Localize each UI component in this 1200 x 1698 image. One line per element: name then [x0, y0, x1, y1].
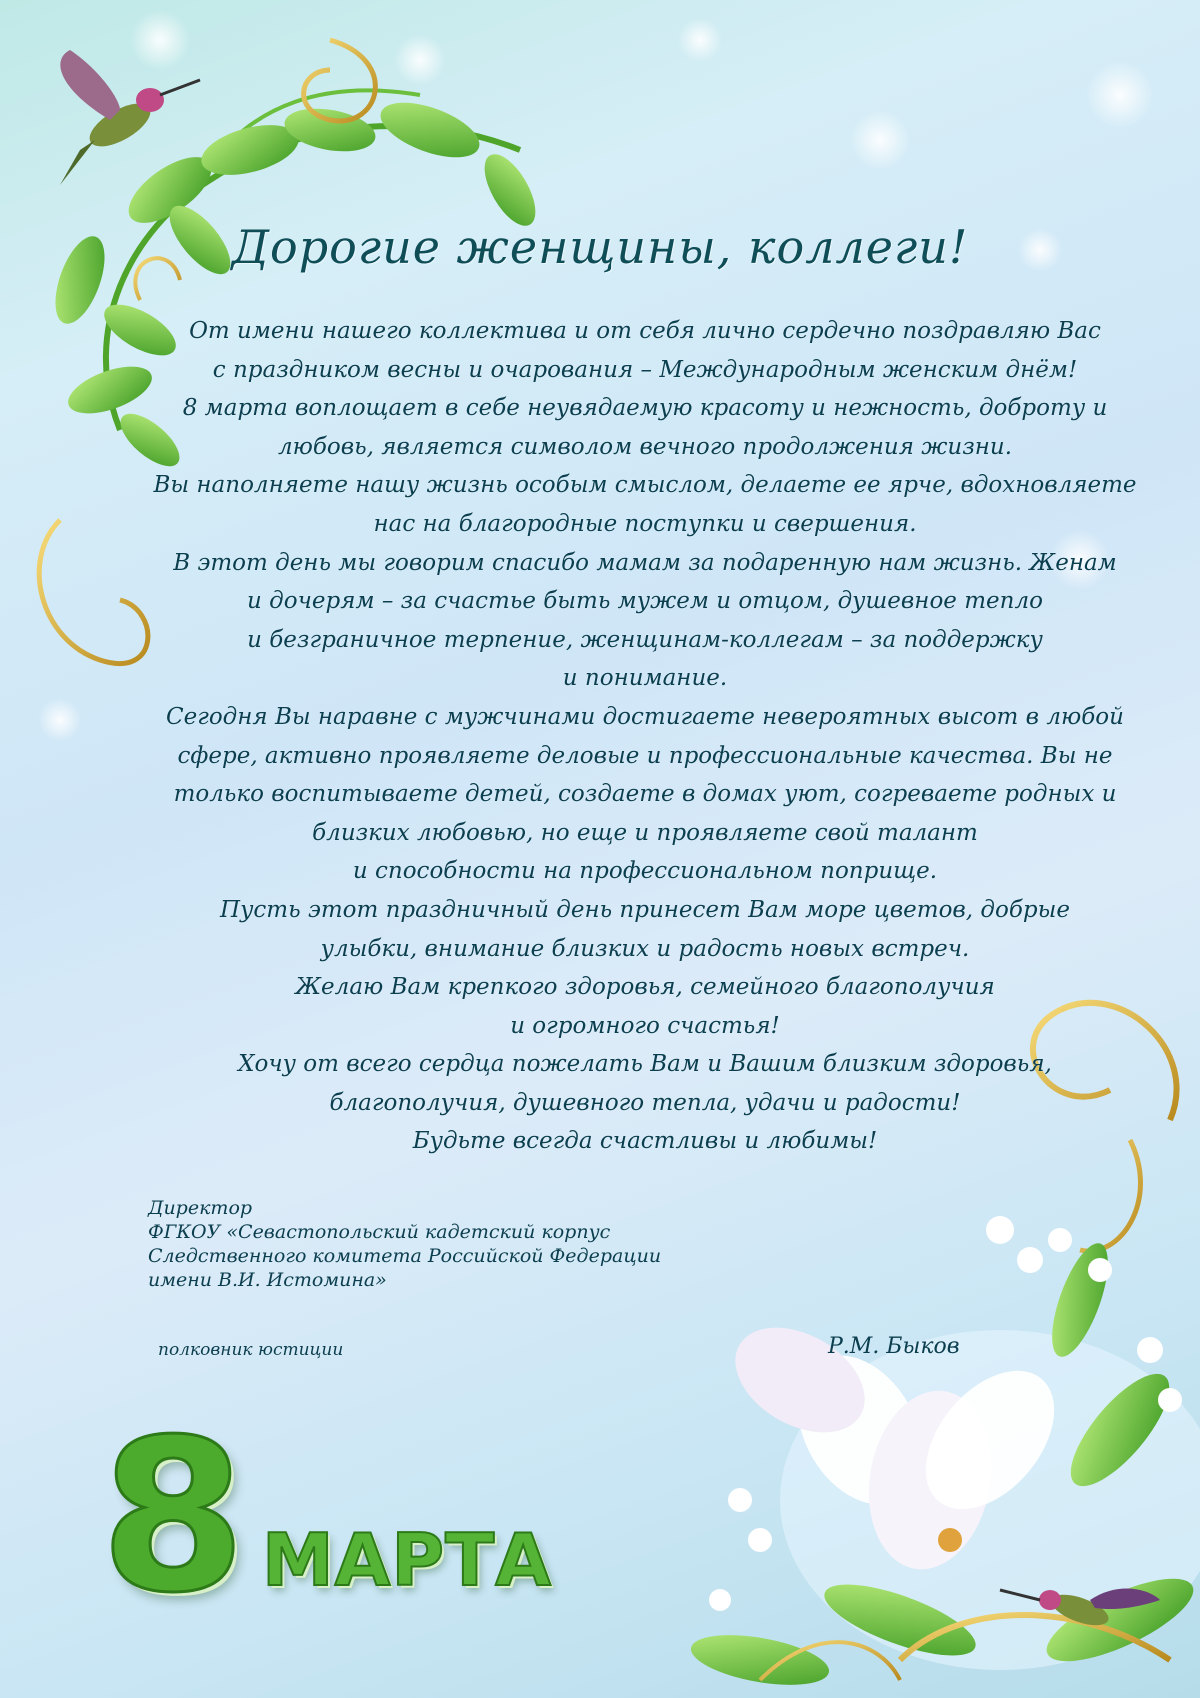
signature-line: Директор [148, 1197, 253, 1219]
body-line: любовь, является символом вечного продолжения жизни. [277, 433, 1013, 460]
greeting-body [150, 312, 1140, 1161]
signer-rank: полковник юстиции [158, 1340, 344, 1360]
emblem-word: МАРТА [262, 1518, 552, 1602]
body-line: От имени нашего коллектива и от себя лично сердечно поздравляю Вас [189, 318, 1101, 344]
body-line: улыбки, внимание близких и радость новых встреч. [320, 935, 970, 962]
body-line: и безграничное терпение, женщинам-коллегам – за поддержку [247, 626, 1043, 653]
page-title: Дорогие женщины, коллеги! [231, 220, 969, 274]
body-line: Хочу от всего сердца пожелать Вам и Вашим близким здоровья, [238, 1051, 1052, 1078]
body-line: Сегодня Вы наравне с мужчинами достигаете невероятных высот в любой [166, 703, 1124, 730]
signer-name: Р.М. Быков [828, 1334, 960, 1359]
body-line: Желаю Вам крепкого здоровья, семейного благополучия [295, 974, 995, 1001]
body-line: сфере, активно проявляете деловые и профессиональные качества. Вы не [177, 742, 1113, 769]
body-line: Будьте всегда счастливы и любимы! [412, 1128, 878, 1155]
signature-line: имени В.И. Истомина» [148, 1269, 387, 1291]
body-line: нас на благородные поступки и свершения. [373, 510, 917, 537]
body-line: благополучия, душевного тепла, удачи и радости! [329, 1089, 961, 1116]
body-line: В этот день мы говорим спасибо мамам за подаренную нам жизнь. Женам [173, 549, 1117, 576]
body-line: и понимание. [562, 665, 728, 692]
signature-line: ФГКОУ «Севастопольский кадетский корпус [148, 1221, 611, 1243]
body-line: с праздником весны и очарования – Международным женским днём! [212, 356, 1078, 383]
body-line: только воспитываете детей, создаете в домах уют, согреваете родных и [173, 781, 1117, 808]
signature-line: Следственного комитета Российской Федерации [148, 1245, 662, 1267]
body-line: и способности на профессиональном поприще. [352, 858, 938, 885]
body-line: Вы наполняете нашу жизнь особым смыслом, делаете ее ярче, вдохновляете [153, 472, 1137, 499]
body-line: Пусть этот праздничный день принесет Вам море цветов, добрые [220, 896, 1070, 923]
body-line: близких любовью, но еще и проявляете свой талант [312, 819, 978, 846]
flower-bouquet [687, 1216, 1200, 1694]
emblem-number: 8 [100, 1394, 247, 1639]
body-line: и огромного счастья! [510, 1012, 780, 1039]
body-line: и дочерям – за счастье быть мужем и отцом, душевное тепло [247, 588, 1043, 615]
signature-block [148, 1196, 661, 1292]
body-line: 8 марта воплощает в себе неувядаемую красоту и нежность, доброту и [182, 395, 1108, 422]
